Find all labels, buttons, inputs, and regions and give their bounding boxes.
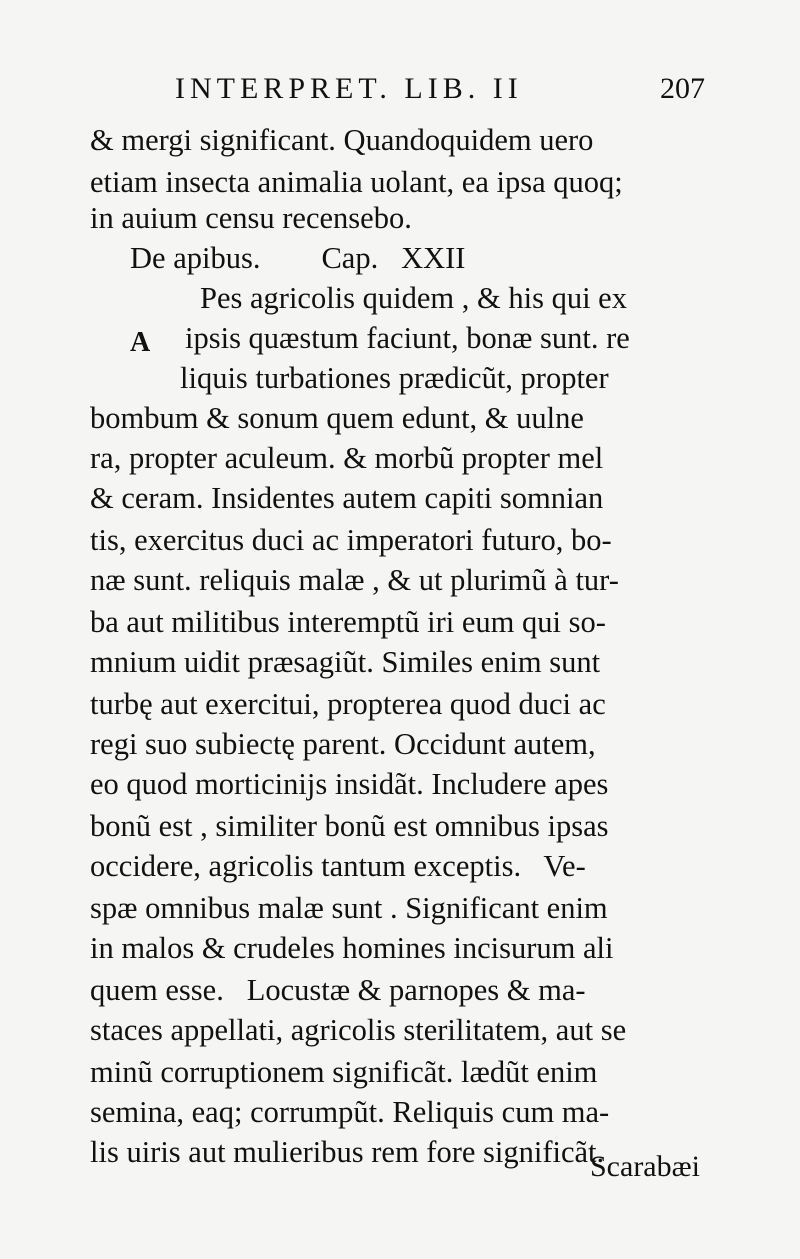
text-line: staces appellati, agricolis sterilitatem, aut se	[90, 1013, 627, 1047]
text-line: bonũ est , similiter bonũ est omnibus ipsas	[90, 809, 609, 843]
text-line: semina, eaq; corrumpũt. Reliquis cum ma-	[90, 1095, 610, 1129]
text-line: lis uiris aut mulieribus rem fore significãt.	[90, 1135, 605, 1169]
text-line: ra, propter aculeum. & morbũ propter mel	[90, 441, 604, 475]
text-line: ipsis quæstum faciunt, bonæ sunt. re	[185, 321, 630, 355]
text-line: occidere, agricolis tantum exceptis. Ve-	[90, 849, 586, 883]
text-line: Pes agricolis quidem , & his qui ex	[200, 281, 627, 315]
text-line: & ceram. Insidentes autem capiti somnian	[90, 481, 604, 515]
text-line: turbę aut exercitui, propterea quod duci ac	[90, 687, 606, 721]
chapter-heading: De apibus. Cap. XXII	[130, 241, 466, 275]
page-number: 207	[660, 72, 705, 105]
text-line: tis, exercitus duci ac imperatori futuro, bo-	[90, 523, 612, 557]
text-line: etiam insecta animalia uolant, ea ipsa quoq;	[90, 165, 623, 199]
marginal-letter: A	[130, 327, 151, 358]
text-line: regi suo subiectę parent. Occidunt autem,	[90, 727, 596, 761]
text-line: mnium uidit præsagiũt. Similes enim sunt	[90, 645, 601, 679]
text-line: eo quod morticinijs insidãt. Includere apes	[90, 767, 609, 801]
catchword: Scarabæi	[590, 1150, 700, 1183]
text-line: bombum & sonum quem edunt, & uulne	[90, 401, 584, 435]
text-line: spæ omnibus malæ sunt . Significant enim	[90, 891, 608, 925]
text-line: ba aut militibus interemptũ iri eum qui so-	[90, 605, 606, 639]
text-line: minũ corruptionem significãt. lædũt enim	[90, 1055, 598, 1089]
text-line: in auium censu recensebo.	[90, 201, 412, 235]
text-line: liquis turbationes prædicũt, propter	[180, 361, 609, 395]
text-line: næ sunt. reliquis malæ , & ut plurimũ à tur-	[90, 563, 619, 597]
text-line: quem esse. Locustæ & parnopes & ma-	[90, 973, 586, 1007]
running-title: INTERPRET. LIB. II	[175, 72, 523, 105]
text-line: in malos & crudeles homines incisurum ali	[90, 931, 614, 965]
text-line: & mergi significant. Quandoquidem uero	[90, 123, 594, 157]
